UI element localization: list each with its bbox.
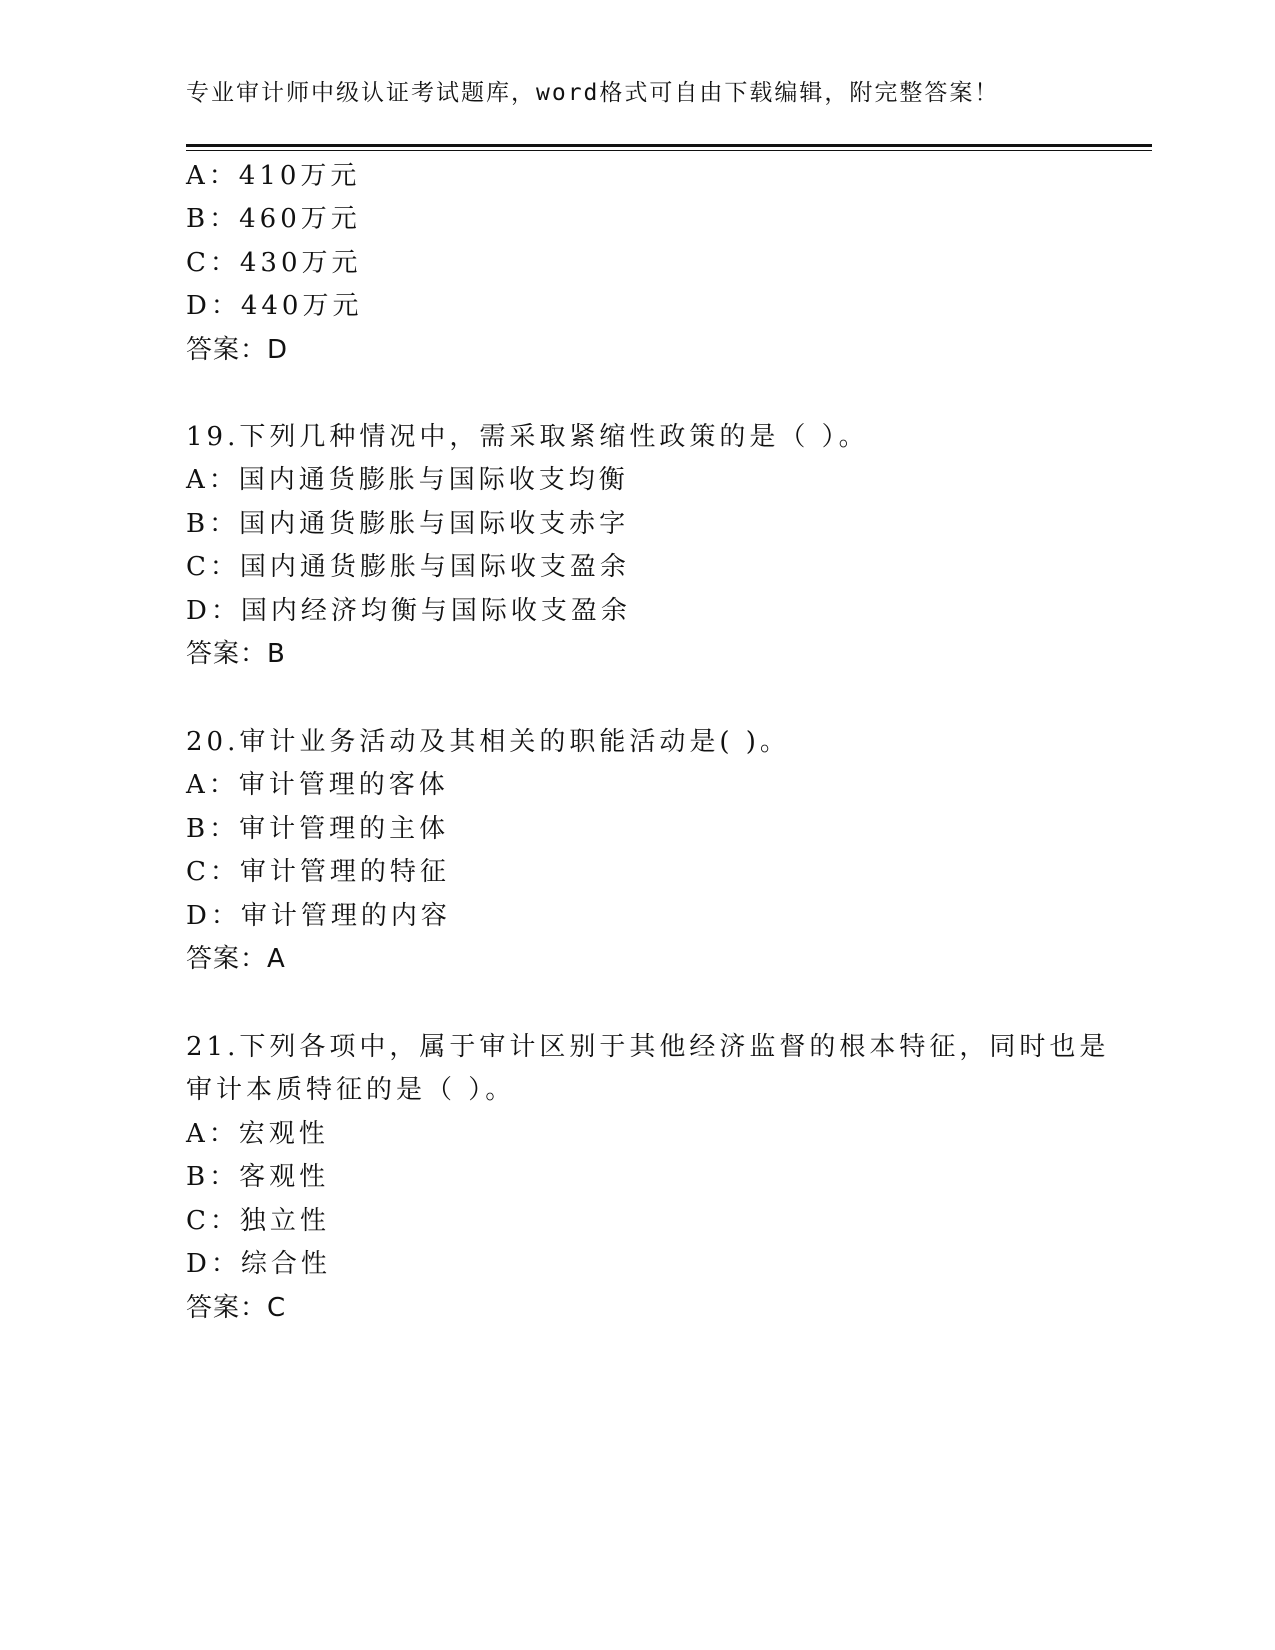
q20-option-a: A：审计管理的客体 [186,770,449,800]
q19-option-a: A：国内通货膨胀与国际收支均衡 [186,465,629,495]
q18-option-c: C：430万元 [186,248,362,278]
q18-option-d: D：440万元 [186,291,363,321]
header-divider-thin [186,150,1152,151]
q19-option-d: D：国内经济均衡与国际收支盈余 [186,596,631,626]
q19-option-c: C：国内通货膨胀与国际收支盈余 [186,552,630,582]
page-header: 专业审计师中级认证考试题库，word格式可自由下载编辑，附完整答案！ [186,80,1000,106]
q21-option-d: D：综合性 [186,1249,331,1279]
q20-option-c: C：审计管理的特征 [186,857,450,887]
q21-option-c: C：独立性 [186,1206,330,1236]
q20-answer: 答案：A [186,944,286,974]
q21-question-line-2: 审计本质特征的是（ ）。 [186,1075,516,1105]
q18-option-b: B：460万元 [186,204,361,234]
header-divider-thick [186,144,1152,147]
q18-option-a: A：410万元 [186,161,361,191]
q21-option-b: B：客观性 [186,1162,330,1192]
q20-option-b: B：审计管理的主体 [186,814,450,844]
q19-option-b: B：国内通货膨胀与国际收支赤字 [186,509,630,539]
q21-question-line-1: 21.下列各项中，属于审计区别于其他经济监督的根本特征，同时也是 [186,1032,1110,1062]
q20-option-d: D：审计管理的内容 [186,901,451,931]
q19-answer: 答案：B [186,639,286,669]
q21-answer: 答案：C [186,1293,287,1323]
q18-answer: 答案：D [186,335,289,365]
q21-option-a: A：宏观性 [186,1119,329,1149]
q20-question: 20.审计业务活动及其相关的职能活动是( )。 [186,727,790,757]
q19-question: 19.下列几种情况中，需采取紧缩性政策的是（ ）。 [186,422,869,452]
